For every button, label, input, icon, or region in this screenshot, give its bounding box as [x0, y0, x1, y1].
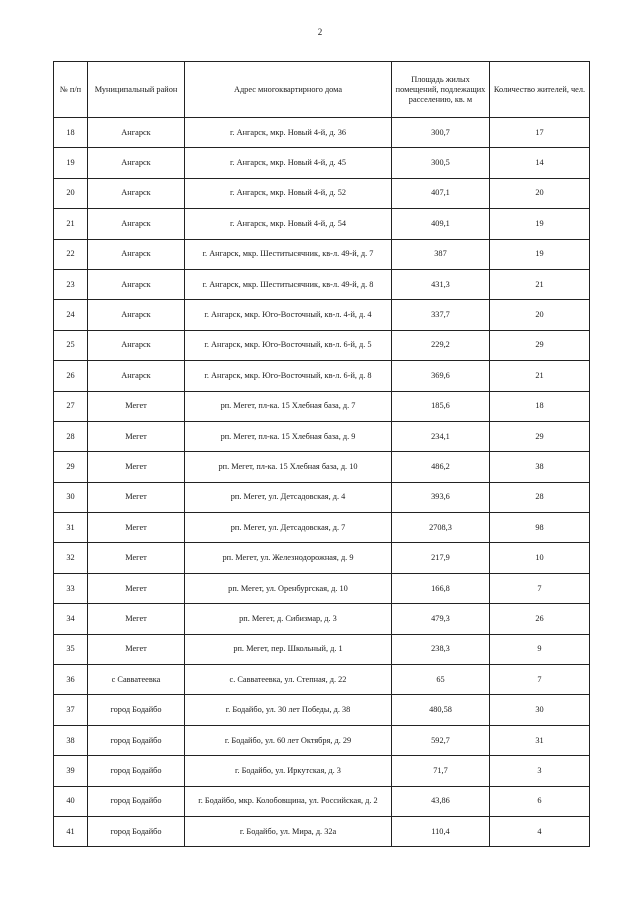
- cell-address: г. Ангарск, мкр. Новый 4-й, д. 45: [185, 148, 392, 178]
- cell-area: 409,1: [392, 209, 490, 239]
- cell-district: Ангарск: [88, 361, 185, 391]
- cell-district: город Бодайбо: [88, 786, 185, 816]
- cell-address: г. Бодайбо, ул. Мира, д. 32а: [185, 816, 392, 846]
- table-row: [54, 604, 590, 634]
- table-row: [54, 513, 590, 543]
- cell-address: рп. Мегет, ул. Детсадовская, д. 4: [185, 482, 392, 512]
- header-residents: Количество жителей, чел.: [490, 62, 590, 118]
- cell-num: 22: [54, 239, 88, 269]
- cell-num: 28: [54, 421, 88, 451]
- cell-address: г. Бодайбо, ул. Иркутская, д. 3: [185, 756, 392, 786]
- cell-address: г. Ангарск, мкр. Юго-Восточный, кв-л. 4-й, д. 4: [185, 300, 392, 330]
- cell-residents: 38: [490, 452, 590, 482]
- cell-district: Мегет: [88, 391, 185, 421]
- table-row: [54, 178, 590, 208]
- cell-address: г. Бодайбо, мкр. Колобовщина, ул. Российская, д. 2: [185, 786, 392, 816]
- cell-num: 40: [54, 786, 88, 816]
- cell-area: 2708,3: [392, 513, 490, 543]
- table-row: [54, 482, 590, 512]
- cell-residents: 20: [490, 300, 590, 330]
- cell-num: 41: [54, 816, 88, 846]
- cell-area: 431,3: [392, 269, 490, 299]
- header-num: № п/п: [54, 62, 88, 118]
- cell-area: 234,1: [392, 421, 490, 451]
- cell-area: 229,2: [392, 330, 490, 360]
- cell-num: 19: [54, 148, 88, 178]
- cell-num: 24: [54, 300, 88, 330]
- cell-area: 166,8: [392, 573, 490, 603]
- cell-address: с. Савватеевка, ул. Степная, д. 22: [185, 665, 392, 695]
- cell-district: город Бодайбо: [88, 816, 185, 846]
- table-row: [54, 148, 590, 178]
- cell-residents: 9: [490, 634, 590, 664]
- cell-residents: 3: [490, 756, 590, 786]
- cell-area: 479,3: [392, 604, 490, 634]
- cell-num: 23: [54, 269, 88, 299]
- cell-residents: 19: [490, 239, 590, 269]
- cell-num: 31: [54, 513, 88, 543]
- header-address: Адрес многоквартирного дома: [185, 62, 392, 118]
- cell-address: рп. Мегет, пл-ка. 15 Хлебная база, д. 9: [185, 421, 392, 451]
- cell-district: Мегет: [88, 634, 185, 664]
- cell-address: г. Ангарск, мкр. Новый 4-й, д. 54: [185, 209, 392, 239]
- cell-area: 71,7: [392, 756, 490, 786]
- cell-area: 407,1: [392, 178, 490, 208]
- table-row: [54, 330, 590, 360]
- cell-address: рп. Мегет, ул. Железнодорожная, д. 9: [185, 543, 392, 573]
- cell-area: 337,7: [392, 300, 490, 330]
- header-district: Муниципальный район: [88, 62, 185, 118]
- table-row: [54, 361, 590, 391]
- cell-residents: 17: [490, 118, 590, 148]
- cell-address: рп. Мегет, пл-ка. 15 Хлебная база, д. 10: [185, 452, 392, 482]
- cell-district: Мегет: [88, 421, 185, 451]
- table-row: [54, 665, 590, 695]
- cell-residents: 4: [490, 816, 590, 846]
- cell-area: 480,58: [392, 695, 490, 725]
- table-row: [54, 816, 590, 846]
- cell-num: 30: [54, 482, 88, 512]
- cell-district: Мегет: [88, 543, 185, 573]
- cell-area: 486,2: [392, 452, 490, 482]
- cell-area: 592,7: [392, 725, 490, 755]
- cell-district: город Бодайбо: [88, 756, 185, 786]
- cell-num: 27: [54, 391, 88, 421]
- header-row: [54, 62, 590, 118]
- cell-district: Ангарск: [88, 148, 185, 178]
- table-row: [54, 543, 590, 573]
- cell-residents: 19: [490, 209, 590, 239]
- cell-area: 369,6: [392, 361, 490, 391]
- cell-address: г. Ангарск, мкр. Юго-Восточный, кв-л. 6-й, д. 8: [185, 361, 392, 391]
- cell-num: 18: [54, 118, 88, 148]
- cell-residents: 29: [490, 421, 590, 451]
- cell-address: г. Ангарск, мкр. Новый 4-й, д. 36: [185, 118, 392, 148]
- cell-address: рп. Мегет, ул. Оренбургская, д. 10: [185, 573, 392, 603]
- table-body: [54, 118, 590, 847]
- cell-area: 393,6: [392, 482, 490, 512]
- cell-district: Ангарск: [88, 330, 185, 360]
- cell-residents: 6: [490, 786, 590, 816]
- table-row: [54, 725, 590, 755]
- cell-residents: 30: [490, 695, 590, 725]
- cell-residents: 10: [490, 543, 590, 573]
- cell-district: Мегет: [88, 513, 185, 543]
- cell-address: г. Ангарск, мкр. Новый 4-й, д. 52: [185, 178, 392, 208]
- table-row: [54, 118, 590, 148]
- cell-district: Мегет: [88, 573, 185, 603]
- cell-address: рп. Мегет, пер. Школьный, д. 1: [185, 634, 392, 664]
- cell-num: 25: [54, 330, 88, 360]
- table-row: [54, 573, 590, 603]
- table-row: [54, 269, 590, 299]
- cell-residents: 7: [490, 665, 590, 695]
- cell-district: Ангарск: [88, 300, 185, 330]
- cell-area: 238,3: [392, 634, 490, 664]
- cell-num: 39: [54, 756, 88, 786]
- cell-district: Ангарск: [88, 239, 185, 269]
- cell-num: 21: [54, 209, 88, 239]
- table-header: [54, 62, 590, 118]
- cell-address: г. Ангарск, мкр. Шеститысячник, кв-л. 49-й, д. 8: [185, 269, 392, 299]
- cell-district: с Савватеевка: [88, 665, 185, 695]
- cell-district: Мегет: [88, 452, 185, 482]
- cell-district: город Бодайбо: [88, 695, 185, 725]
- housing-registry-table: [53, 61, 590, 847]
- cell-address: рп. Мегет, д. Сибизмар, д. 3: [185, 604, 392, 634]
- table-row: [54, 756, 590, 786]
- cell-district: Ангарск: [88, 178, 185, 208]
- cell-residents: 28: [490, 482, 590, 512]
- table-row: [54, 695, 590, 725]
- cell-district: Ангарск: [88, 118, 185, 148]
- cell-address: рп. Мегет, пл-ка. 15 Хлебная база, д. 7: [185, 391, 392, 421]
- cell-area: 65: [392, 665, 490, 695]
- cell-num: 36: [54, 665, 88, 695]
- table-row: [54, 421, 590, 451]
- cell-residents: 18: [490, 391, 590, 421]
- cell-district: Мегет: [88, 482, 185, 512]
- cell-residents: 21: [490, 361, 590, 391]
- cell-num: 38: [54, 725, 88, 755]
- cell-address: г. Ангарск, мкр. Юго-Восточный, кв-л. 6-й, д. 5: [185, 330, 392, 360]
- cell-area: 387: [392, 239, 490, 269]
- cell-area: 300,7: [392, 118, 490, 148]
- cell-residents: 98: [490, 513, 590, 543]
- cell-area: 217,9: [392, 543, 490, 573]
- cell-area: 300,5: [392, 148, 490, 178]
- cell-residents: 29: [490, 330, 590, 360]
- table-row: [54, 300, 590, 330]
- cell-district: город Бодайбо: [88, 725, 185, 755]
- cell-residents: 20: [490, 178, 590, 208]
- cell-num: 26: [54, 361, 88, 391]
- cell-residents: 21: [490, 269, 590, 299]
- cell-area: 43,86: [392, 786, 490, 816]
- cell-address: г. Бодайбо, ул. 30 лет Победы, д. 38: [185, 695, 392, 725]
- table-row: [54, 239, 590, 269]
- cell-address: рп. Мегет, ул. Детсадовская, д. 7: [185, 513, 392, 543]
- cell-residents: 14: [490, 148, 590, 178]
- cell-num: 32: [54, 543, 88, 573]
- cell-address: г. Бодайбо, ул. 60 лет Октября, д. 29: [185, 725, 392, 755]
- cell-area: 185,6: [392, 391, 490, 421]
- cell-address: г. Ангарск, мкр. Шеститысячник, кв-л. 49-й, д. 7: [185, 239, 392, 269]
- page-number: 2: [317, 27, 323, 37]
- cell-district: Ангарск: [88, 209, 185, 239]
- cell-residents: 31: [490, 725, 590, 755]
- table-row: [54, 634, 590, 664]
- table-row: [54, 209, 590, 239]
- header-area: Площадь жилых помещений, подлежащих расселению, кв. м: [392, 62, 490, 118]
- cell-residents: 26: [490, 604, 590, 634]
- table-row: [54, 391, 590, 421]
- cell-num: 37: [54, 695, 88, 725]
- table-row: [54, 452, 590, 482]
- table-row: [54, 786, 590, 816]
- cell-num: 34: [54, 604, 88, 634]
- cell-district: Ангарск: [88, 269, 185, 299]
- cell-num: 35: [54, 634, 88, 664]
- cell-area: 110,4: [392, 816, 490, 846]
- cell-num: 29: [54, 452, 88, 482]
- cell-num: 20: [54, 178, 88, 208]
- cell-residents: 7: [490, 573, 590, 603]
- cell-num: 33: [54, 573, 88, 603]
- cell-district: Мегет: [88, 604, 185, 634]
